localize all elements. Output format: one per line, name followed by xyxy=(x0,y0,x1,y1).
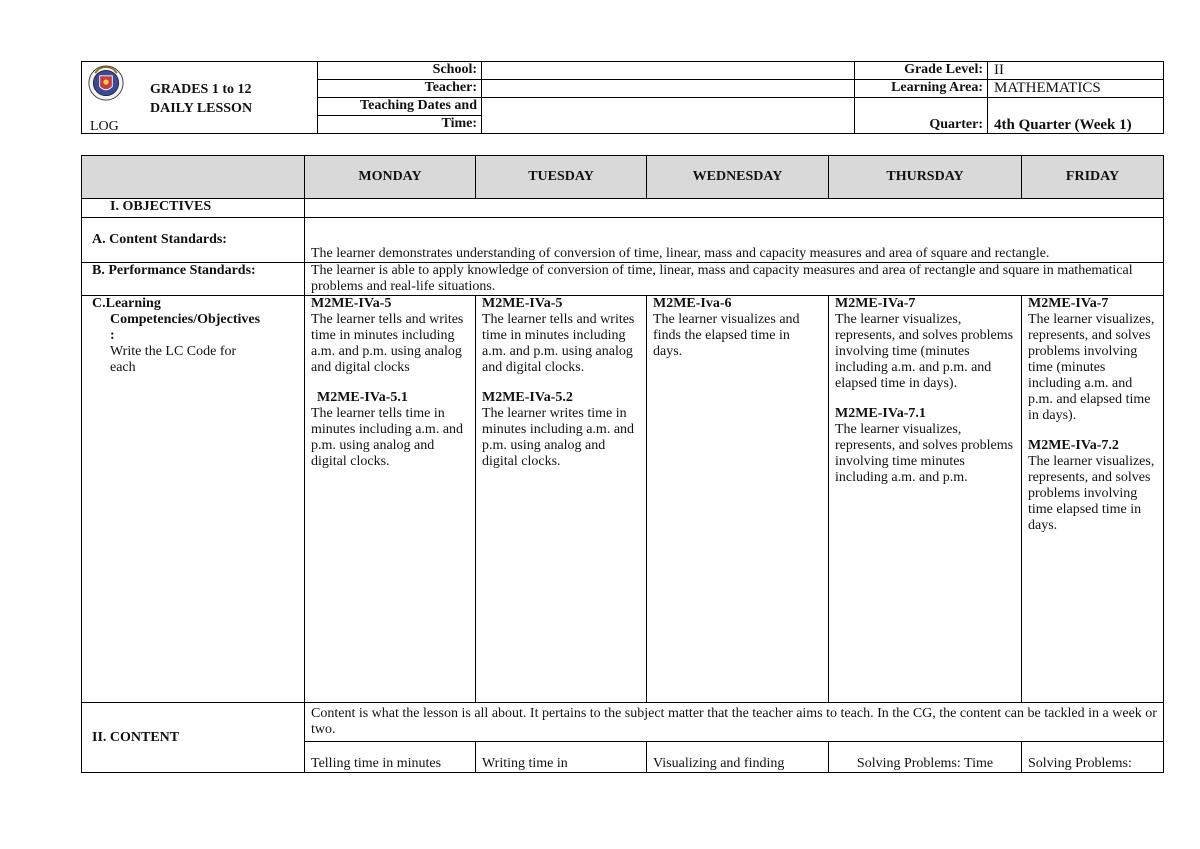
lc-friday-code1: M2ME-IVa-7 xyxy=(1028,296,1109,311)
content-thursday: Solving Problems: Time xyxy=(829,742,1022,773)
lc-monday-text1: The learner tells and writes time in minutes including a.m. and p.m. using analog and digital clocks xyxy=(311,312,464,375)
content-section-label: II. CONTENT xyxy=(82,703,305,773)
lc-friday-cell xyxy=(1022,296,1164,703)
lc-tuesday-code2: M2ME-IVa-5.2 xyxy=(482,390,573,405)
content-friday: Solving Problems: xyxy=(1022,742,1164,773)
performance-standards-label: B. Performance Standards: xyxy=(82,263,305,296)
quarter-label: Quarter: xyxy=(855,98,988,134)
content-tuesday: Writing time in xyxy=(476,742,647,773)
lc-thursday-code1: M2ME-IVa-7 xyxy=(835,296,916,311)
title-line-1: GRADES 1 to 12 xyxy=(150,82,252,97)
lc-thursday-text2: The learner visualizes, represents, and solves problems involving time minutes including a.m. and p.m. xyxy=(835,422,1014,485)
lc-friday-code2: M2ME-IVa-7.2 xyxy=(1028,438,1119,453)
lc-thursday-cell xyxy=(829,296,1022,703)
lc-thursday-code2: M2ME-IVa-7.1 xyxy=(835,406,926,421)
day-header-thursday: THURSDAY xyxy=(829,156,1022,199)
corner-header-cell xyxy=(82,156,305,199)
teacher-field[interactable] xyxy=(482,80,855,98)
lc-wednesday-cell xyxy=(647,296,829,703)
objectives-section-row xyxy=(305,199,1164,218)
content-monday: Telling time in minutes xyxy=(305,742,476,773)
lc-monday-text2: The learner tells time in minutes including a.m. and p.m. using analog and digital clocks. xyxy=(311,406,464,469)
lc-tuesday-cell xyxy=(476,296,647,703)
day-header-tuesday: TUESDAY xyxy=(476,156,647,199)
content-standards-text: The learner demonstrates understanding of conversion of time, linear, mass and capacity measures and area of square and rectangle. xyxy=(305,218,1164,263)
lc-label-line1: C.Learning xyxy=(92,296,161,311)
lc-wednesday-text1: The learner visualizes and finds the elapsed time in days. xyxy=(653,312,800,359)
school-label: School: xyxy=(318,62,482,80)
lc-label-line4: Write the LC Code for each xyxy=(110,344,237,375)
lc-wednesday-code1: M2ME-Iva-6 xyxy=(653,296,732,311)
lc-label-line3: : xyxy=(110,328,115,343)
title-line-3: LOG xyxy=(90,119,119,134)
title-line-2: DAILY LESSON xyxy=(150,101,253,116)
lc-thursday-text1: The learner visualizes, represents, and solves problems involving time (minutes including a.m. and p.m. and elapsed time in days). xyxy=(835,312,1014,391)
quarter-field[interactable]: 4th Quarter (Week 1) xyxy=(988,98,1164,134)
header-title-cell xyxy=(82,62,318,134)
dll-main-table xyxy=(81,155,1164,773)
learning-area-label: Learning Area: xyxy=(855,80,988,98)
dates-field[interactable] xyxy=(482,98,855,134)
day-header-wednesday: WEDNESDAY xyxy=(647,156,829,199)
objectives-section-label: I. OBJECTIVES xyxy=(82,199,305,218)
dll-header-table xyxy=(81,61,1164,134)
grade-level-label: Grade Level: xyxy=(855,62,988,80)
content-wednesday: Visualizing and finding xyxy=(647,742,829,773)
content-standards-label: A. Content Standards: xyxy=(82,218,305,263)
lc-tuesday-text1: The learner tells and writes time in minutes including a.m. and p.m. using analog and digital clocks. xyxy=(482,312,635,375)
day-header-friday: FRIDAY xyxy=(1022,156,1164,199)
dates-label-line1: Teaching Dates and xyxy=(318,98,482,116)
lc-monday-code1: M2ME-IVa-5 xyxy=(311,296,392,311)
learning-competencies-label-cell xyxy=(82,296,305,703)
content-description: Content is what the lesson is all about. It pertains to the subject matter that the teacher aims to teach. In the CG, the content can be tackled in a week or two. xyxy=(305,703,1164,742)
learning-area-field[interactable]: MATHEMATICS xyxy=(988,80,1164,98)
teacher-label: Teacher: xyxy=(318,80,482,98)
lc-monday-cell xyxy=(305,296,476,703)
dates-label-line2: Time: xyxy=(318,116,482,134)
grade-level-field[interactable]: II xyxy=(988,62,1164,80)
deped-seal-icon xyxy=(88,65,124,101)
performance-standards-text: The learner is able to apply knowledge of conversion of time, linear, mass and capacity measures and area of rectangle and square in mathematical problems and real-life situations. xyxy=(305,263,1164,296)
lc-friday-text1: The learner visualizes, represents, and solves problems involving time (minutes including a.m. and p.m. and elapsed time in days). xyxy=(1028,312,1155,423)
school-field[interactable] xyxy=(482,62,855,80)
lc-label-line2: Competencies/Objectives xyxy=(110,312,261,327)
day-header-monday: MONDAY xyxy=(305,156,476,199)
lc-friday-text2: The learner visualizes, represents, and solves problems involving time elapsed time in days. xyxy=(1028,454,1155,533)
lc-tuesday-text2: The learner writes time in minutes including a.m. and p.m. using analog and digital clocks. xyxy=(482,406,635,469)
lc-monday-code2: M2ME-IVa-5.1 xyxy=(317,390,408,405)
lc-tuesday-code1: M2ME-IVa-5 xyxy=(482,296,563,311)
